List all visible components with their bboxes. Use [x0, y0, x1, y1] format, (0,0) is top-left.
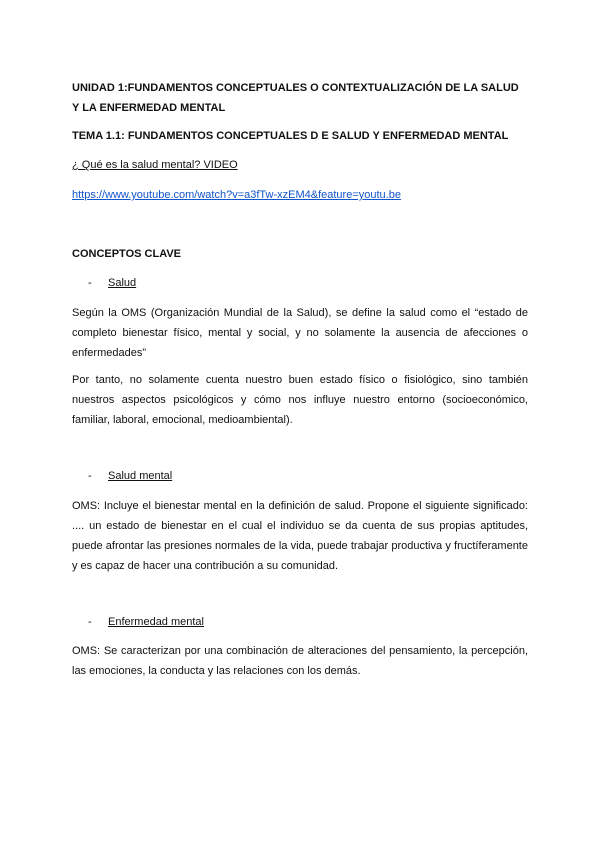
section-title: Salud mental [108, 470, 173, 482]
key-concepts-heading: CONCEPTOS CLAVE [72, 248, 181, 260]
section-heading-salud-mental [88, 466, 172, 486]
paragraph: Por tanto, no solamente cuenta nuestro buen estado físico o fisiológico, sino también nuestros aspectos psicológicos y cómo nos influye nuestro entorno (socioeconómico, familiar, laboral, emocional, medioambiental). [72, 374, 528, 426]
section-heading-salud [88, 273, 136, 293]
bullet-dash: - [88, 470, 92, 482]
tema-title: TEMA 1.1: FUNDAMENTOS CONCEPTUALES D E SALUD Y ENFERMEDAD MENTAL [72, 130, 509, 142]
video-question: ¿ Qué es la salud mental? VIDEO [72, 159, 238, 171]
section-heading-enfermedad-mental [88, 612, 204, 632]
paragraph: OMS: Se caracterizan por una combinación de alteraciones del pensamiento, la percepción, las emociones, la conducta y las relaciones con los demás. [72, 645, 528, 677]
section-title: Enfermedad mental [108, 616, 204, 628]
video-link[interactable]: https://www.youtube.com/watch?v=a3fTw-xzEM4&feature=youtu.be [72, 189, 401, 201]
bullet-dash: - [88, 277, 92, 289]
section-title: Salud [108, 277, 137, 289]
paragraph: Según la OMS (Organización Mundial de la Salud), se define la salud como el “estado de completo bienestar físico, mental y social, y no solamente la ausencia de afecciones o enfermedades” [72, 307, 528, 359]
paragraph: OMS: Incluye el bienestar mental en la definición de salud. Propone el siguiente significado: .... un estado de bienestar en el cual el individuo se da cuenta de sus propias aptitudes, puede afrontar las presiones normales de la vida, puede trabajar productiva y fructíferamente y es capaz de hacer una contribución a su comunidad. [72, 500, 528, 572]
unit-title: UNIDAD 1:FUNDAMENTOS CONCEPTUALES O CONTEXTUALIZACIÓN DE LA SALUD Y LA ENFERMEDAD MENTAL [72, 82, 519, 114]
bullet-dash: - [88, 616, 92, 628]
